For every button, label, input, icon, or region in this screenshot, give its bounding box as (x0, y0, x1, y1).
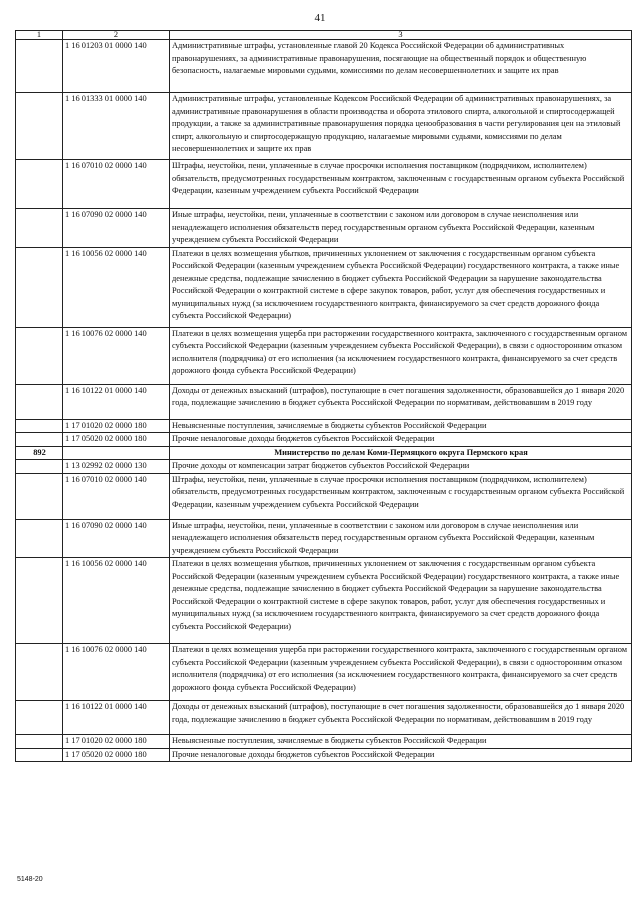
row-col1 (16, 419, 63, 433)
income-description: Платежи в целях возмещения убытков, причиненных уклонением от заключения с государственным органом субъекта Российской Федерации (казенным учреждением субъекта Российской Федерации) государственного контракта, а также иные денежные средства, подлежащие зачислению в бюджет субъекта Российской Федерации за нарушение законодательства Российской Федерации о контрактной системе в сфере закупок товаров, работ, услуг для обеспечения государственных и муниципальных нужд (за исключением государственного контракта, финансируемого за счет средств дорожного фонда субъекта Российской Федерации) (170, 247, 632, 327)
income-code: 1 16 10122 01 0000 140 (63, 384, 170, 419)
income-code: 1 17 05020 02 0000 180 (63, 433, 170, 447)
table-row (16, 40, 632, 93)
income-code: 1 17 05020 02 0000 180 (63, 748, 170, 762)
table-row (16, 460, 632, 474)
table-row (16, 327, 632, 384)
row-col1 (16, 748, 63, 762)
table-row (16, 701, 632, 735)
footer-document-code: 5148-20 (17, 876, 43, 883)
income-code: 1 17 01020 02 0000 180 (63, 419, 170, 433)
row-col1 (16, 384, 63, 419)
table-row (16, 558, 632, 644)
administrator-code: 892 (16, 446, 63, 460)
row-col1 (16, 209, 63, 248)
table-row (16, 247, 632, 327)
income-description: Иные штрафы, неустойки, пени, уплаченные в соответствии с законом или договором в случае неисполнения или ненадлежащего исполнения обязательств перед государственным органом субъекта Российской Федерации, казенным учреждением субъекта Российской Федерации (170, 519, 632, 558)
administrator-name: Министерство по делам Коми-Пермяцкого округа Пермского края (170, 446, 632, 460)
table-row (16, 384, 632, 419)
row-col1 (16, 460, 63, 474)
income-code: 1 16 07010 02 0000 140 (63, 160, 170, 209)
income-description: Прочие неналоговые доходы бюджетов субъектов Российской Федерации (170, 433, 632, 447)
income-description: Доходы от денежных взысканий (штрафов), поступающие в счет погашения задолженности, образовавшейся до 1 января 2020 года, подлежащие зачислению в бюджет субъекта Российской Федерации по нормативам, действовавшим в 2019 году (170, 384, 632, 419)
budget-table-container (15, 30, 631, 762)
table-row (16, 433, 632, 447)
row-col1 (16, 93, 63, 160)
table-row (16, 473, 632, 519)
row-col1 (16, 327, 63, 384)
income-code: 1 16 07090 02 0000 140 (63, 209, 170, 248)
table-row (16, 160, 632, 209)
income-code: 1 16 10076 02 0000 140 (63, 644, 170, 701)
row-col1 (16, 558, 63, 644)
income-code: 1 16 01333 01 0000 140 (63, 93, 170, 160)
table-row (16, 419, 632, 433)
table-row (16, 735, 632, 749)
income-description: Штрафы, неустойки, пени, уплаченные в случае просрочки исполнения поставщиком (подрядчиком, исполнителем) обязательств, предусмотренных государственным контрактом, заключенным с государственным органом субъекта Российской Федерации, казенным учреждением субъекта Российской Федерации (170, 473, 632, 519)
table-row (16, 644, 632, 701)
income-description: Невыясненные поступления, зачисляемые в бюджеты субъектов Российской Федерации (170, 419, 632, 433)
income-description: Платежи в целях возмещения ущерба при расторжении государственного контракта, заключенного с государственным органом субъекта Российской Федерации (казенным учреждением субъекта Российской Федерации), в связи с односторонним отказом исполнителя (подрядчика) от его исполнения (за исключением государственного контракта, финансируемого за счет средств дорожного фонда субъекта Российской Федерации) (170, 644, 632, 701)
income-description: Платежи в целях возмещения убытков, причиненных уклонением от заключения с государственным органом субъекта Российской Федерации (казенным учреждением субъекта Российской Федерации) государственного контракта, а также иные денежные средства, подлежащие зачислению в бюджет субъекта Российской Федерации за нарушение законодательства Российской Федерации о контрактной системе в сфере закупок товаров, работ, услуг для обеспечения государственных и муниципальных нужд (за исключением государственного контракта, финансируемого за счет средств дорожного фонда субъекта Российской Федерации) (170, 558, 632, 644)
income-code: 1 16 10056 02 0000 140 (63, 558, 170, 644)
income-code: 1 16 10076 02 0000 140 (63, 327, 170, 384)
table-row (16, 748, 632, 762)
income-code: 1 16 07010 02 0000 140 (63, 473, 170, 519)
row-col1 (16, 644, 63, 701)
row-col1 (16, 735, 63, 749)
header-col-3: 3 (170, 31, 632, 40)
row-col1 (16, 247, 63, 327)
row-col1 (16, 160, 63, 209)
income-code (63, 446, 170, 460)
income-description: Доходы от денежных взысканий (штрафов), поступающие в счет погашения задолженности, образовавшейся до 1 января 2020 года, подлежащие зачислению в бюджет субъекта Российской Федерации по нормативам, действовавшим в 2019 году (170, 701, 632, 735)
table-row (16, 519, 632, 558)
income-description: Административные штрафы, установленные Кодексом Российской Федерации об административных правонарушениях, за административные правонарушения в области производства и оборота этилового спирта, алкогольной и спиртосодержащей продукции, а также за административные правонарушения порядка ценообразования в части регулирования цен на этиловый спирт, алкогольную и спиртосодержащую продукцию, налагаемые мировыми судьями, комиссиями по делам несовершеннолетних и защите их прав (170, 93, 632, 160)
row-col1 (16, 433, 63, 447)
income-description: Прочие неналоговые доходы бюджетов субъектов Российской Федерации (170, 748, 632, 762)
income-description: Невыясненные поступления, зачисляемые в бюджеты субъектов Российской Федерации (170, 735, 632, 749)
income-description: Административные штрафы, установленные главой 20 Кодекса Российской Федерации об административных правонарушениях, за административные правонарушения, посягающие на общественный порядок и общественную безопасность, налагаемые мировыми судьями, комиссиями по делам несовершеннолетних и защите их прав (170, 40, 632, 93)
row-col1 (16, 473, 63, 519)
income-description: Платежи в целях возмещения ущерба при расторжении государственного контракта, заключенного с государственным органом субъекта Российской Федерации (казенным учреждением субъекта Российской Федерации), в связи с односторонним отказом исполнителя (подрядчика) от его исполнения (за исключением государственного контракта, финансируемого за счет средств дорожного фонда субъекта Российской Федерации) (170, 327, 632, 384)
section-header-row (16, 446, 632, 460)
table-body (16, 40, 632, 762)
row-col1 (16, 40, 63, 93)
income-description: Иные штрафы, неустойки, пени, уплаченные в соответствии с законом или договором в случае неисполнения или ненадлежащего исполнения обязательств перед государственным органом субъекта Российской Федерации, казенным учреждением субъекта Российской Федерации (170, 209, 632, 248)
row-col1 (16, 701, 63, 735)
income-description: Штрафы, неустойки, пени, уплаченные в случае просрочки исполнения поставщиком (подрядчиком, исполнителем) обязательств, предусмотренных государственным контрактом, заключенным с государственным органом субъекта Российской Федерации, казенным учреждением субъекта Российской Федерации (170, 160, 632, 209)
income-code: 1 16 10122 01 0000 140 (63, 701, 170, 735)
table-row (16, 93, 632, 160)
budget-classification-table (15, 30, 632, 762)
page-number: 41 (314, 12, 326, 24)
table-row (16, 209, 632, 248)
income-code: 1 16 01203 01 0000 140 (63, 40, 170, 93)
income-description: Прочие доходы от компенсации затрат бюджетов субъектов Российской Федерации (170, 460, 632, 474)
header-col-1: 1 (16, 31, 63, 40)
row-col1 (16, 519, 63, 558)
income-code: 1 17 01020 02 0000 180 (63, 735, 170, 749)
income-code: 1 13 02992 02 0000 130 (63, 460, 170, 474)
header-col-2: 2 (63, 31, 170, 40)
income-code: 1 16 10056 02 0000 140 (63, 247, 170, 327)
table-header-row (16, 31, 632, 40)
income-code: 1 16 07090 02 0000 140 (63, 519, 170, 558)
